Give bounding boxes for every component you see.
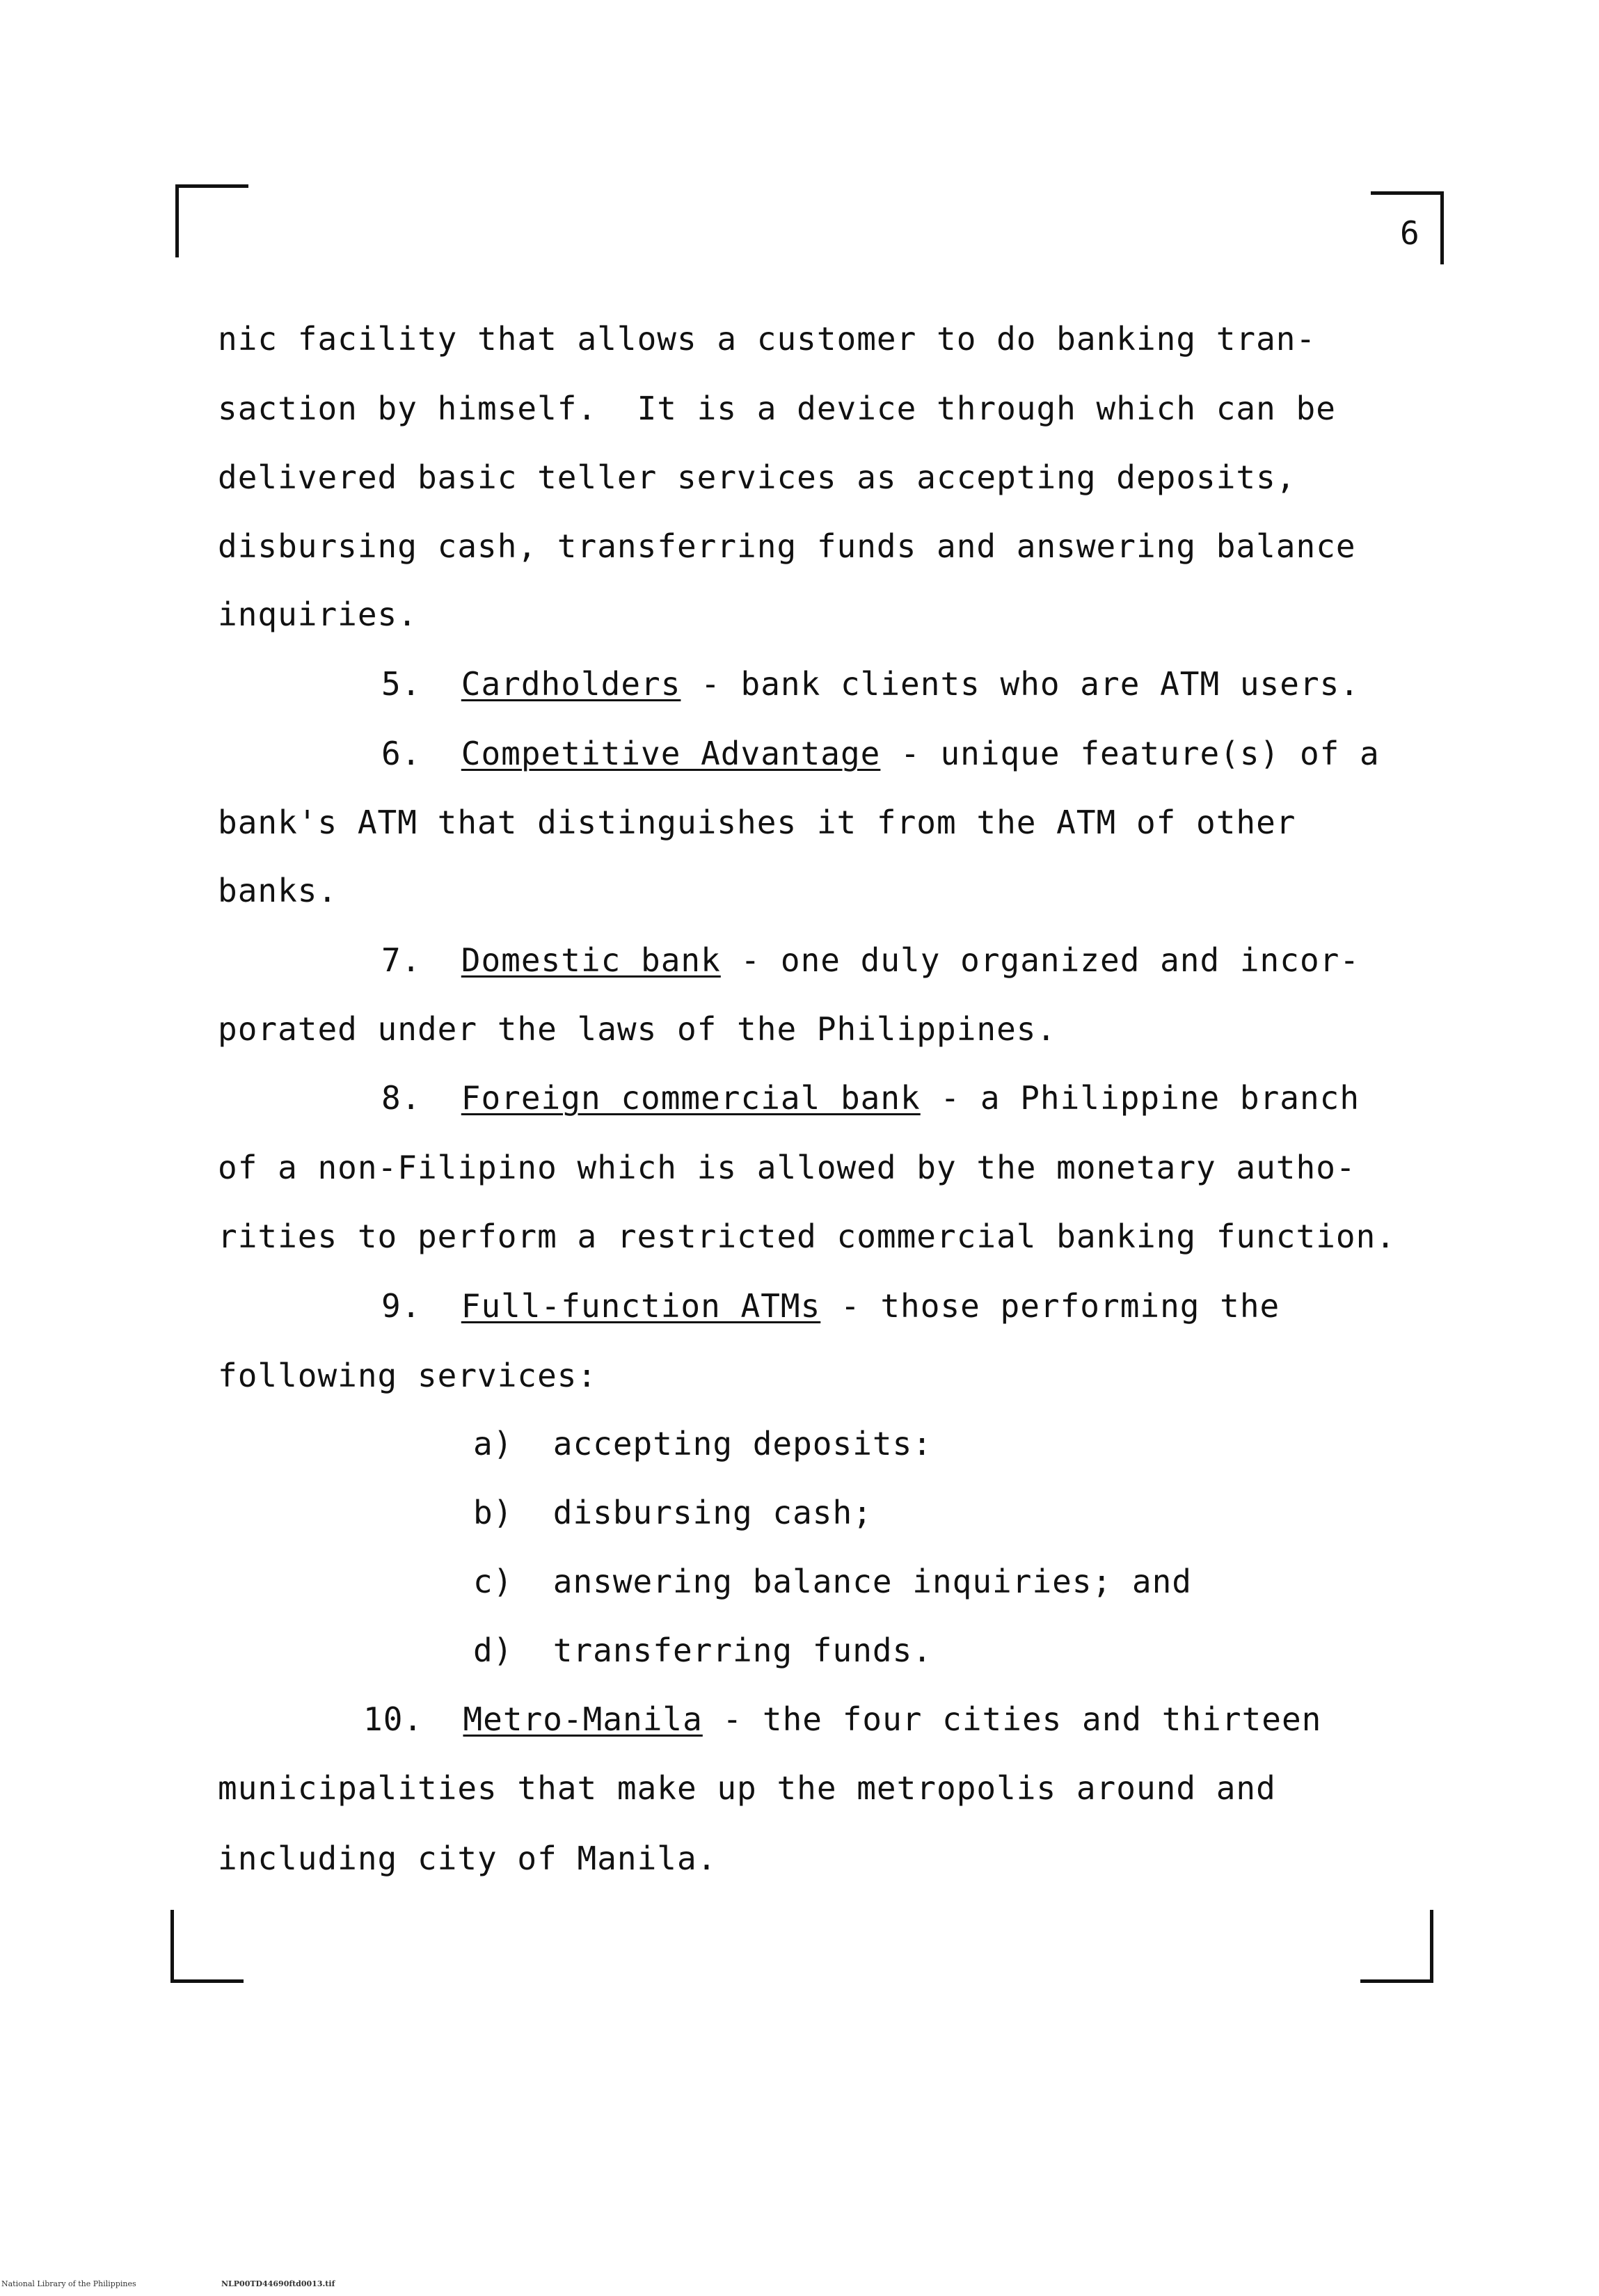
text-line: of a non-Filipino which is allowed by the monetary autho- bbox=[218, 1149, 1356, 1186]
item-number: 8. bbox=[381, 1079, 422, 1117]
service-item bbox=[473, 1492, 873, 1533]
service-text: transferring funds. bbox=[552, 1632, 932, 1669]
text-line: including city of Manila. bbox=[218, 1840, 717, 1877]
text-line: saction by himself. It is a device through which can be bbox=[218, 390, 1336, 427]
text-line: delivered basic teller services as accepting deposits, bbox=[218, 459, 1296, 496]
definition-item-metro-manila bbox=[363, 1698, 1321, 1740]
text-line: disbursing cash, transferring funds and answering balance bbox=[218, 527, 1356, 565]
definition-text: - the four cities and thirteen bbox=[702, 1700, 1322, 1738]
text-line: porated under the laws of the Philippines. bbox=[218, 1010, 1057, 1048]
definition-text: - unique feature(s) of a bbox=[880, 735, 1380, 772]
service-item bbox=[473, 1561, 1192, 1602]
service-text: answering balance inquiries; and bbox=[552, 1563, 1192, 1600]
service-item bbox=[473, 1423, 932, 1465]
text-line: municipalities that make up the metropolis around and bbox=[218, 1769, 1276, 1807]
definition-text: - one duly organized and incor- bbox=[720, 941, 1360, 979]
footer-filename: NLP00TD44690ftd0013.tif bbox=[221, 2279, 335, 2288]
item-number: 9. bbox=[381, 1287, 422, 1325]
crop-mark-bottom-left bbox=[170, 1910, 244, 1983]
service-text: accepting deposits: bbox=[552, 1425, 932, 1462]
service-label: d) bbox=[473, 1632, 514, 1669]
text-line: inquiries. bbox=[218, 596, 417, 633]
definition-item-foreign-commercial-bank bbox=[381, 1077, 1360, 1119]
definition-item-domestic-bank bbox=[381, 939, 1360, 981]
text-line: following services: bbox=[218, 1357, 598, 1394]
service-item bbox=[473, 1629, 932, 1671]
text-line: bank's ATM that distinguishes it from the ATM of other bbox=[218, 804, 1296, 841]
definition-text: - a Philippine branch bbox=[920, 1079, 1360, 1117]
item-number: 10. bbox=[363, 1700, 424, 1738]
defined-term: Full-function ATMs bbox=[461, 1287, 821, 1325]
definition-text: - those performing the bbox=[820, 1287, 1280, 1325]
service-label: b) bbox=[473, 1494, 514, 1531]
page-number: 6 bbox=[1400, 214, 1419, 252]
defined-term: Metro-Manila bbox=[463, 1700, 703, 1738]
service-label: a) bbox=[473, 1425, 514, 1462]
text-line: nic facility that allows a customer to do banking tran- bbox=[218, 320, 1316, 358]
crop-mark-bottom-right bbox=[1360, 1910, 1433, 1983]
definition-item-competitive-advantage bbox=[381, 733, 1380, 774]
item-number: 5. bbox=[381, 665, 422, 703]
defined-term: Domestic bank bbox=[461, 941, 721, 979]
service-text: disbursing cash; bbox=[552, 1494, 873, 1531]
item-number: 6. bbox=[381, 735, 422, 772]
footer-source: National Library of the Philippines bbox=[1, 2279, 136, 2288]
item-number: 7. bbox=[381, 941, 422, 979]
defined-term: Cardholders bbox=[461, 665, 681, 703]
service-label: c) bbox=[473, 1563, 514, 1600]
text-line: rities to perform a restricted commercial banking function. bbox=[218, 1218, 1396, 1255]
defined-term: Foreign commercial bank bbox=[461, 1079, 921, 1117]
crop-mark-top-left bbox=[175, 184, 248, 257]
definition-text: - bank clients who are ATM users. bbox=[681, 665, 1360, 703]
text-line: banks. bbox=[218, 872, 338, 909]
definition-item-full-function-atms bbox=[381, 1285, 1280, 1327]
defined-term: Competitive Advantage bbox=[461, 735, 881, 772]
definition-item-cardholders bbox=[381, 663, 1360, 705]
